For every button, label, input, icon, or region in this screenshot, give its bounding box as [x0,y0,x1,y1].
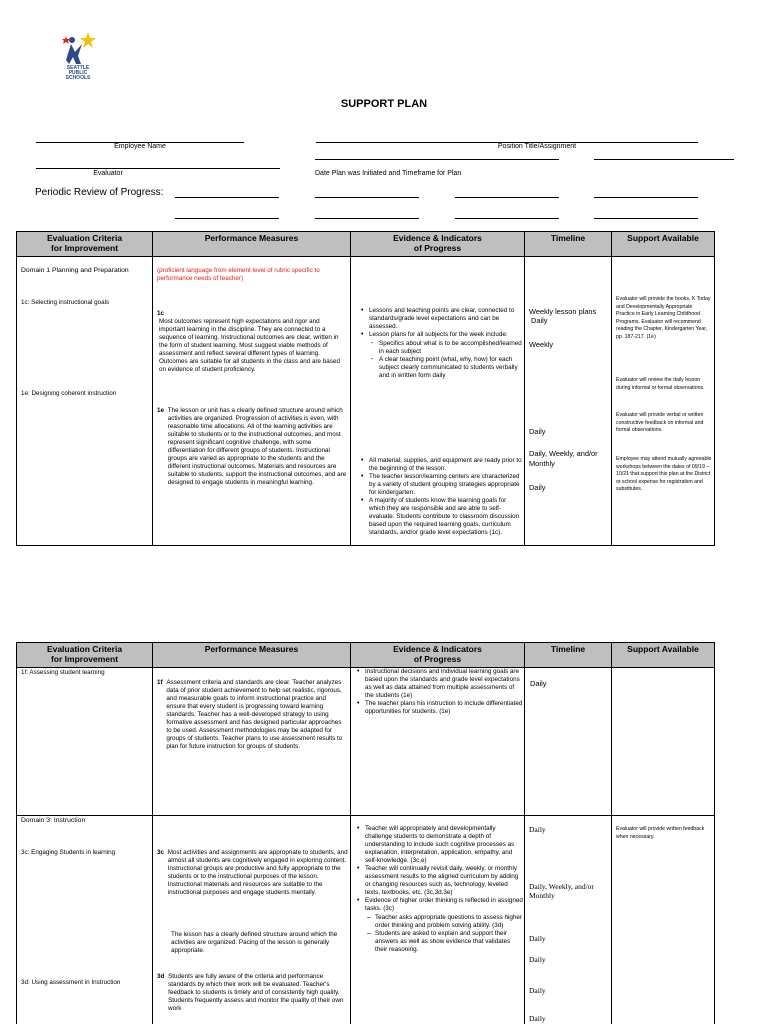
criteria-3d: 3d: Using assessment in Instruction [21,979,121,986]
star-figures-icon [58,30,98,66]
timeline-entry: Daily [529,955,546,964]
support-item: Evaluator will provide written feedback when necessary. [616,826,705,840]
domain-1-label: Domain 1 Planning and Preparation [21,267,129,274]
measure-1e: 1e The lesson or unit has a clearly defined structure around which activities are organized. Progression of activities is even, with reasonable time allocations. All of the learning activities are suitable to students or to the instructional outcomes, and most represent significant cognitive challenge, with some differentiation for different groups of students. Instructional groups are varied as appropriate to the students and the different instructional outcomes. Materials and resources are suitable to students, support the instructional outcomes, and are designed to engage students in meaningful learning. [157,407,347,486]
evidence-cell [351,668,525,816]
header-support: Support Available [612,643,715,668]
timeline-entry: Daily [531,316,548,325]
employee-name-label: Employee Name [114,143,166,150]
evidence-item: • A majority of students know the learning goals for which they are responsible and are able to self-evaluate. Students contribute to classroom discussion based upon the required learning goals, curriculum standards, and/or grade level expectations (1c). [359,497,523,537]
support-plan-table-1 [16,231,715,546]
evidence-item: • Lessons and teaching points are clear, connected to standards/grade level expectations and can be assessed. [359,307,523,331]
measure-1c: 1c Most outcomes represent high expectations and rigor and important learning in the discipline. They are connected to a sequence of learning. Instructional outcomes are clear, written in the form of student learning. Most suggest viable methods of assessment and reflect several different types of learning. Outcomes are suitable for all students in the class and are based on evidence of student proficiency. [157,310,340,373]
evidence-list-4 [355,825,523,954]
evidence-list-1 [359,307,523,380]
evidence-item: • Instructional decisions and individual learning goals are based upon the standards and grade level expectations as well as data attained from multiple assessments of the students (1e) [355,668,523,700]
header-measures: Performance Measures [153,643,351,668]
header-timeline: Timeline [525,232,612,257]
evidence-cell [351,816,525,1024]
periodic-review-label: Periodic Review of Progress: [35,187,164,198]
evidence-cell [351,257,525,546]
criteria-3c: 3c: Engaging Students in learning [21,849,116,856]
evidence-item: • All material, supplies, and equipment are ready prior to the beginning of the lesson. [359,457,523,473]
measure-3c: 3c Most activities and assignments are appropriate to students, and almost all students are cognitively engaged in exploring content. Instructional groups are productive and fully appropriate to the students or to the instructional purposes of the lesson. Instructional materials and resources are suitable to the instructional purposes and engage students mentally. [157,849,348,896]
evidence-item: • Teacher will continually revisit daily, weekly, or monthly assessment results to the aligned curriculum by adding or changing resources such as, technology, leveled texts, textbooks, etc. (3c,3d,3e) [355,865,523,897]
criteria-1e: 1e: Designing coherent instruction [21,390,117,397]
criteria-cell [17,668,153,816]
timeline-entry: Daily [529,483,546,492]
support-plan-table-2 [16,642,715,1024]
timeline-cell [525,257,612,546]
timeline-entry: Daily, Weekly, and/or Monthly [529,449,598,468]
domain-3-label: Domain 3: Instruction [21,817,86,824]
timeline-entry: Daily [529,1014,546,1023]
evaluator-label: Evaluator [93,170,123,177]
timeline-entry: Daily [529,934,546,943]
support-item: Evaluator will provide verbal or written constructive feedback on informal and formal observations. [616,412,704,433]
evidence-subitem: - Specifics about what is to be accomplished/learned in each subject [369,340,523,356]
evidence-subitem: – Students are asked to explain and support their answers as well as show evidence that validates their reasoning. [365,930,523,954]
evidence-item: • Lesson plans for all subjects for the week include: - Specifics about what is to be accomplished/learned in each subject - A clear teaching point (what, why, how) for each subject clearly communicated to students verbally and in written form daily [359,331,523,380]
header-criteria: Evaluation Criteria for Improvement [17,643,153,668]
criteria-cell [17,816,153,1024]
logo-line-3: SCHOOLS [65,75,91,82]
support-cell [612,668,715,816]
logo-line-2: PUBLIC [68,70,88,77]
evidence-list-3 [355,668,523,716]
measures-cell [153,816,351,1024]
position-label: Position Title/Assignment [497,143,577,150]
timeline-entry: Daily [529,825,546,834]
criteria-cell [17,257,153,546]
evidence-item: • The teacher plans his instruction to include differentiated opportunities for students. (1e) [355,700,523,716]
timeline-cell [525,816,612,1024]
evidence-item: • Teacher will appropriately and developmentally challenge students to demonstrate a depth of understanding to include such cognitive processes as explanation, interpretation, application, empathy, and self-knowledge. (3c,e) [355,825,523,865]
measures-cell [153,257,351,546]
evidence-item: • The teacher lesson/learning centers are characterized by a variety of student grouping strategies appropriate for kindergarten. [359,473,523,497]
date-plan-label: Date Plan was Initiated and Timeframe for Plan [315,170,462,177]
timeline-entry: Daily [530,679,547,688]
measures-cell [153,668,351,816]
timeline-entry: Daily [529,986,546,995]
seattle-public-schools-logo [58,30,98,90]
header-measures: Performance Measures [153,232,351,257]
measure-1f: 1f Assessment criteria and standards are clear. Teacher analyzes data of prior student achievement to help set realistic, rigorous, and measurable goals to inform instructional practice and ensure that every student is progressing toward learning standards. Teacher has a well-developed strategy to using formative assessment and has designed particular approaches to be used. Assessment methodologies may be adapted for groups of students. Teacher plans to use assessment results to plan for future instruction for groups of students. [157,679,343,750]
header-evidence: Evidence & Indicators of Progress [351,643,525,668]
logo-line-1: SEATTLE [66,65,90,71]
support-item: Evaluator will review the daily lesson during informal or formal observations. [616,377,705,391]
timeline-cell [525,668,612,816]
timeline-entry: Daily [529,427,546,436]
support-cell [612,816,715,1024]
criteria-1c: 1c: Selecting instructional goals [21,299,110,306]
timeline-entry: Weekly [529,340,554,349]
criteria-1f: 1f: Assessing student learning [21,669,105,676]
evidence-item: • Evidence of higher order thinking is reflected in assigned tasks. (3c) – Teacher asks appropriate questions to assess higher order thinking and problem solving ability. (3d) – Students are asked to explain and support their answers as well as show evidence that validates their reasoning. [355,897,523,954]
page-title: SUPPORT PLAN [340,98,428,110]
support-item: Evaluator will provide the books, K Today and Developmentally Appropriate Practice in Early Learning Childhood Programs. Evaluator will recommend reading the Chapter, Kindergarten Year, pp. 187-217. (1e) [616,296,711,340]
header-support: Support Available [612,232,715,257]
evidence-subitem: – Teacher asks appropriate questions to assess higher order thinking and problem solving ability. (3d) [365,914,523,930]
support-item: Employee may attend mutually agreeable workshops between the dates of 09/19 – 10/21 that support this plan at the District or school expense for registration and substitutes. [616,456,712,492]
evidence-list-2 [359,457,523,537]
header-timeline: Timeline [525,643,612,668]
support-cell [612,257,715,546]
timeline-entry: Weekly lesson plans [529,307,597,316]
header-evidence: Evidence & Indicators of Progress [351,232,525,257]
evidence-subitem: - A clear teaching point (what, why, how) for each subject clearly communicated to students verbally and in written form daily [369,356,523,380]
header-criteria: Evaluation Criteria for Improvement [17,232,153,257]
timeline-entry: Daily, Weekly, and/or Monthly [529,882,594,900]
measure-3c-structure: The lesson has a clearly defined structure around which the activities are organized. Pacing of the lesson is generally appropriate. [171,931,338,954]
rubric-note: (proficient language from element level of rubric specific to performance needs of teacher) [157,267,320,282]
measure-3d: 3d Students are fully aware of the criteria and performance standards by which their work will be evaluated. Teacher's feedback to students is timely and of consistently high quality. Students frequently assess and monitor the quality of their own work [157,973,344,1012]
